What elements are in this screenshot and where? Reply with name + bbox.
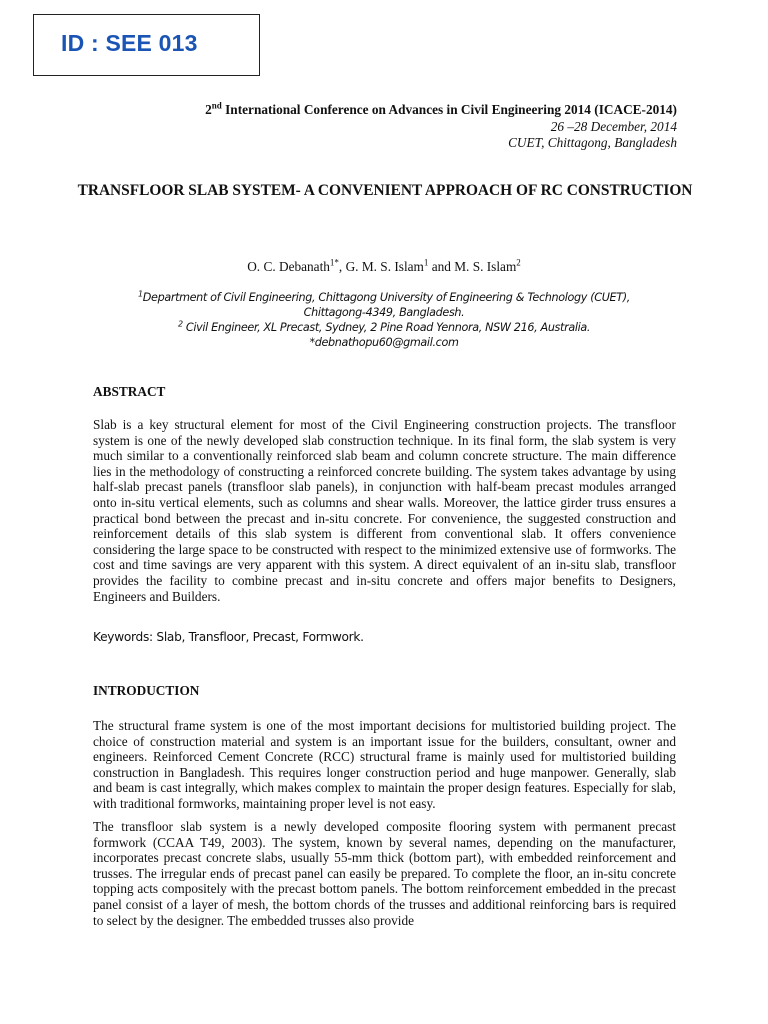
keywords: Keywords: Slab, Transfloor, Precast, Formwork.: [93, 630, 364, 644]
affiliation-1: [60, 290, 708, 305]
corresponding-email: *debnathopu60@gmail.com: [309, 336, 459, 349]
intro-paragraph-1: The structural frame system is one of the most important decisions for multistoried building project. The choice of construction material and system is an important issue for the builders, consultant, owner and engineers. Reinforced Cement Concrete (RCC) structural frame is mainly used for multistoried building construction in Bangladesh. This requires longer construction period and huge manpower. Generally, slab and beam is cast integrally, which makes complex to maintain the proper design features. Especially for slab, with traditional formworks, maintaining proper level is not easy.: [93, 718, 676, 811]
affiliation-mark: 1: [138, 289, 143, 299]
abstract-text: Slab is a key structural element for most of the Civil Engineering construction projects. The transfloor system is one of the newly developed slab construction technique. In its final form, the slab system is very much similar to a conventionally reinforced slab beam and column concrete structure. The main difference lies in the methodology of constructing a reinforced concrete building. The system takes advantage by using half-slab precast panels (transfloor slab panels), in conjunction with half-beam precast modules arranged onto in-situ vertical elements, such as columns and shear walls. Moreover, the lattice girder truss ensures a practical bond between the precast and in-situ concrete. For convenience, the suggested construction and reinforcement details of this slab system is different from conventional slab. It offers convenience considering the large space to be constructed with respect to the minimized extensive use of formworks. The cost and time savings are very apparent with this system. A direct equivalent of an in-situ slab, transfloor provides the facility to combine precast and in-situ concrete and offers major benefits to Designers, Engineers and Builders.: [93, 417, 676, 604]
conference-info: [205, 102, 677, 152]
affiliations: [60, 290, 708, 350]
author-affiliation-mark: 1: [423, 257, 429, 268]
affiliation-2: [60, 320, 708, 335]
author-affiliation-mark: 1*: [329, 257, 339, 268]
paper-id-box: [33, 14, 260, 76]
author-list: [0, 259, 768, 275]
affiliation-mark: 2: [177, 319, 183, 329]
affiliation-text: Department of Civil Engineering, Chittagong University of Engineering & Technology (CUET),: [142, 291, 630, 304]
conference-ordinal-suffix: nd: [211, 100, 222, 111]
affiliation-text: Civil Engineer, XL Precast, Sydney, 2 Pine Road Yennora, NSW 216, Australia.: [182, 321, 591, 334]
intro-paragraph-2: The transfloor slab system is a newly developed composite flooring system with permanent precast formwork (CCAA T49, 2003). The system, known by several names, depending on the manufacturer, incorporates precast concrete slabs, usually 55-mm thick (bottom part), with embedded reinforcement and trusses. The irregular ends of precast panel can easily be prepared. To complete the floor, an in-situ concrete topping acts compositely with the precast bottom panels. The bottom reinforcement embedded in the precast panel consist of a layer of mesh, the bottom chords of the trusses and additional reinforcing bars is required to select by the designer. The embedded trusses also provide: [93, 819, 676, 928]
author-name: and M. S. Islam: [428, 259, 517, 274]
conference-location: CUET, Chittagong, Bangladesh: [508, 135, 677, 150]
conference-title: International Conference on Advances in Civil Engineering 2014 (ICACE-2014): [221, 102, 677, 117]
conference-dates: 26 –28 December, 2014: [550, 118, 677, 134]
abstract-heading: ABSTRACT: [93, 384, 166, 399]
paper-title: TRANSFLOOR SLAB SYSTEM- A CONVENIENT APPROACH OF RC CONSTRUCTION: [77, 182, 693, 199]
author-affiliation-mark: 2: [516, 257, 521, 268]
conference-name: [205, 102, 677, 119]
paper-id: ID : SEE 013: [61, 30, 198, 56]
author-name: O. C. Debanath: [247, 259, 330, 274]
introduction-heading: INTRODUCTION: [93, 683, 200, 698]
affiliation-1-address: Chittagong-4349, Bangladesh.: [303, 306, 465, 319]
conference-ordinal: 2: [205, 102, 212, 117]
author-name: , G. M. S. Islam: [338, 259, 424, 274]
